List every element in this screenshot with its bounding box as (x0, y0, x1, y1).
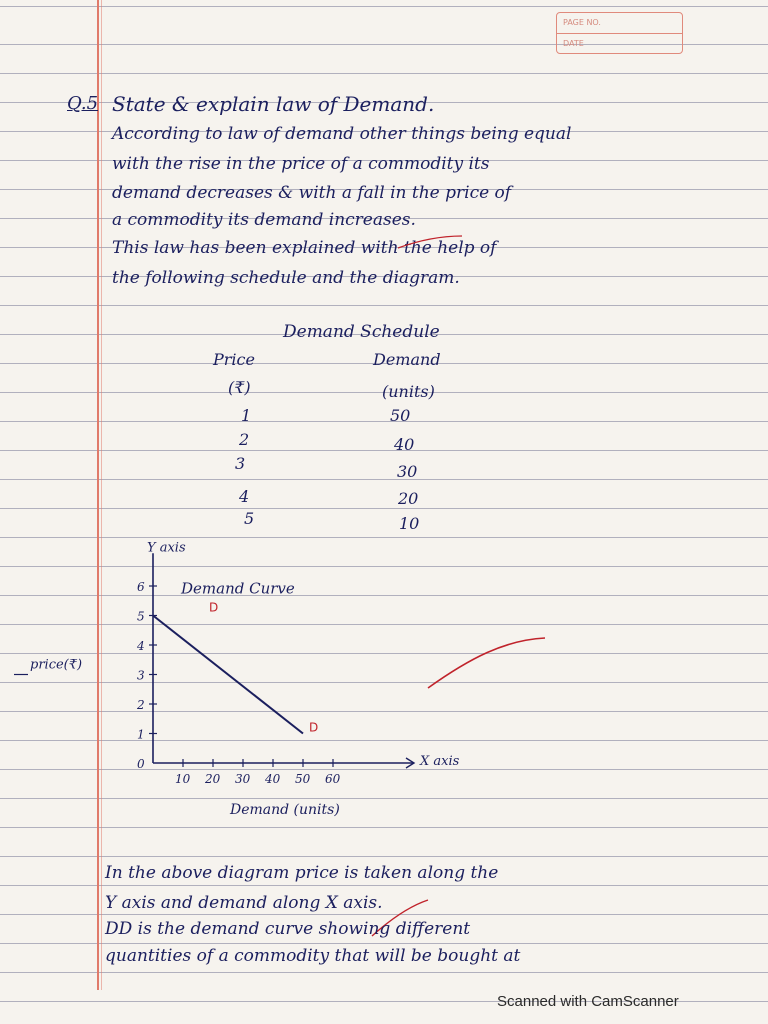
date-label: DATE (557, 33, 682, 54)
y-tick-label: 5 (137, 609, 145, 624)
question-heading: State & explain law of Demand. (112, 92, 435, 116)
origin-label: 0 (137, 757, 145, 771)
correction-stroke-upper (398, 236, 462, 248)
body-line-3: demand decreases & with a fall in the price of (112, 183, 512, 203)
price-column-header: Price (213, 350, 255, 369)
chart-layer (14, 540, 460, 786)
x-tick-label: 20 (205, 772, 221, 786)
demand-column-header: Demand (373, 350, 441, 369)
correction-stroke (428, 638, 545, 688)
schedule-demand-2: 40 (394, 435, 415, 454)
y-tick-label: 4 (137, 639, 145, 653)
x-tick-label: 30 (235, 772, 251, 786)
x-axis-label: X axis (420, 754, 460, 769)
y-tick-label: 6 (137, 580, 145, 594)
body-line-4: a commodity its demand increases. (112, 210, 416, 230)
curve-point-label: D (309, 720, 319, 735)
y-tick-label: 3 (137, 668, 145, 683)
body-line-2: with the rise in the price of a commodity its (112, 154, 490, 174)
body-line-6: the following schedule and the diagram. (112, 268, 460, 288)
scanner-watermark: Scanned with CamScanner (497, 993, 679, 1010)
schedule-demand-1: 50 (390, 406, 411, 425)
schedule-demand-5: 10 (399, 514, 420, 533)
body-line-1: According to law of demand other things being equal (112, 124, 572, 144)
curve-point-label: D (209, 600, 219, 615)
schedule-demand-3: 30 (397, 462, 418, 481)
schedule-price-2: 2 (239, 430, 250, 449)
schedule-price-1: 1 (241, 406, 252, 425)
x-tick-label: 10 (175, 772, 191, 786)
schedule-demand-4: 20 (398, 489, 419, 508)
x-tick-label: 40 (265, 772, 281, 786)
demand-curve-line (153, 616, 303, 734)
price-unit: (₹) (228, 378, 251, 397)
conclusion-line-4: quantities of a commodity that will be bought at (105, 946, 521, 966)
conclusion-line-3: DD is the demand curve showing different (105, 919, 471, 939)
x-tick-label: 60 (325, 772, 341, 786)
question-number: Q.5 (67, 93, 99, 114)
schedule-price-5: 5 (244, 509, 255, 528)
y-tick-label: 1 (137, 727, 145, 742)
body-line-5: This law has been explained with the help of (112, 238, 497, 258)
x-tick-label: 50 (295, 772, 311, 786)
y-axis-label: Y axis (147, 540, 186, 556)
chart-caption: Demand (units) (230, 802, 340, 818)
chart-title: Demand Curve (181, 579, 295, 598)
conclusion-line-1: In the above diagram price is taken along the (105, 863, 499, 883)
page-no-label: PAGE NO. (563, 18, 601, 27)
y-tick-label: 2 (137, 698, 145, 712)
schedule-price-4: 4 (239, 487, 250, 506)
schedule-price-3: 3 (235, 454, 246, 473)
demand-unit: (units) (382, 382, 435, 401)
y-side-label: price(₹) (30, 657, 83, 673)
conclusion-line-2: Y axis and demand along X axis. (105, 893, 383, 913)
schedule-title: Demand Schedule (283, 322, 440, 342)
